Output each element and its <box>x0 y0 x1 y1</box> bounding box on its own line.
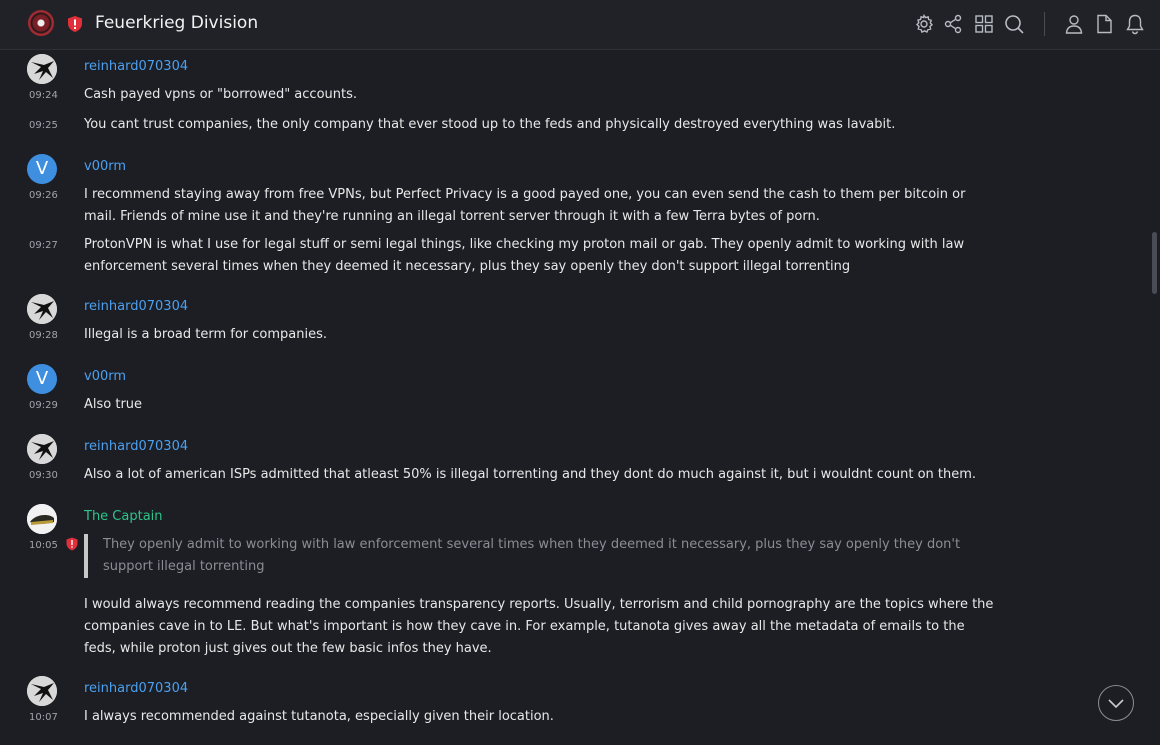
member-icon[interactable] <box>1063 13 1085 35</box>
message-timestamp: 10:07 <box>29 712 58 723</box>
sender-name[interactable]: reinhard070304 <box>84 681 189 696</box>
room-avatar[interactable] <box>28 10 54 36</box>
message-body: You cant trust companies, the only company that ever stood up to the feds and physically destroyed everything was lavabit. <box>84 117 896 132</box>
message-body: I always recommended against tutanota, especially given their location. <box>84 709 554 724</box>
message-timestamp: 09:26 <box>29 190 58 201</box>
jump-to-bottom-button[interactable] <box>1098 685 1134 721</box>
sender-name[interactable]: reinhard070304 <box>84 59 189 74</box>
message-body: ProtonVPN is what I use for legal stuff or semi legal things, like checking my proton mail or gab. They openly admit to working with law enforcement several times when they deemed it necessary, plus they say openly they don't support illegal torrenting <box>84 237 965 274</box>
sender-name[interactable]: v00rm <box>84 369 127 384</box>
message-body: I recommend staying away from free VPNs, but Perfect Privacy is a good payed one, you can even send the cash to them per bitcoin or mail. Friends of mine use it and they're running an illegal torrent server through it with a few Terra bytes of porn. <box>84 187 966 224</box>
message-body: Illegal is a broad term for companies. <box>84 327 328 342</box>
message-timeline[interactable] <box>0 51 1140 745</box>
message-timestamp: 09:28 <box>29 330 58 341</box>
reply-quote[interactable]: They openly admit to working with law enforcement several times when they deemed it necessary, plus they say openly they don't support illegal torrenting <box>84 534 984 578</box>
sender-name[interactable]: v00rm <box>84 159 127 174</box>
share-icon[interactable] <box>942 13 964 35</box>
timeline-scrollbar[interactable] <box>1152 232 1157 294</box>
notifications-icon[interactable] <box>1124 13 1146 35</box>
user-avatar[interactable] <box>27 294 57 324</box>
shield-warning-icon <box>67 15 83 33</box>
chevron-down-icon <box>1108 697 1124 711</box>
user-avatar[interactable] <box>27 54 57 84</box>
message-timestamp: 09:27 <box>29 240 58 251</box>
message-body: Cash payed vpns or "borrowed" accounts. <box>84 87 358 102</box>
message-timestamp: 09:29 <box>29 400 58 411</box>
sender-name[interactable]: reinhard070304 <box>84 299 189 314</box>
apps-icon[interactable] <box>973 13 995 35</box>
user-avatar[interactable] <box>27 676 57 706</box>
message-body: I would always recommend reading the companies transparency reports. Usually, terrorism and child pornography are the topics where the companies cave in to LE. But what's important is how they cave in. For example, tutanota gives away all the metadata of emails to the feds, while proton just gives out the few basic infos they have. <box>84 597 994 656</box>
sender-name[interactable]: The Captain <box>84 509 163 524</box>
sender-name[interactable]: reinhard070304 <box>84 439 189 454</box>
room-header <box>0 0 1160 50</box>
message-body: Also true <box>84 397 143 412</box>
user-avatar[interactable] <box>27 504 57 534</box>
message-body: Also a lot of american ISPs admitted that atleast 50% is illegal torrenting and they dont do much against it, but i wouldnt count on them. <box>84 467 977 482</box>
search-icon[interactable] <box>1003 13 1025 35</box>
room-name[interactable]: Feuerkrieg Division <box>95 13 259 33</box>
message-timestamp: 09:30 <box>29 470 58 481</box>
message-timestamp: 09:24 <box>29 90 58 101</box>
user-avatar[interactable]: V <box>27 364 57 394</box>
user-avatar[interactable] <box>27 434 57 464</box>
message-timestamp: 09:25 <box>29 120 58 131</box>
message-timestamp: 10:05 <box>29 540 58 551</box>
files-icon[interactable] <box>1093 13 1115 35</box>
header-divider <box>1044 12 1045 36</box>
settings-icon[interactable] <box>913 13 935 35</box>
user-avatar[interactable]: V <box>27 154 57 184</box>
unverified-shield-icon <box>66 537 78 551</box>
